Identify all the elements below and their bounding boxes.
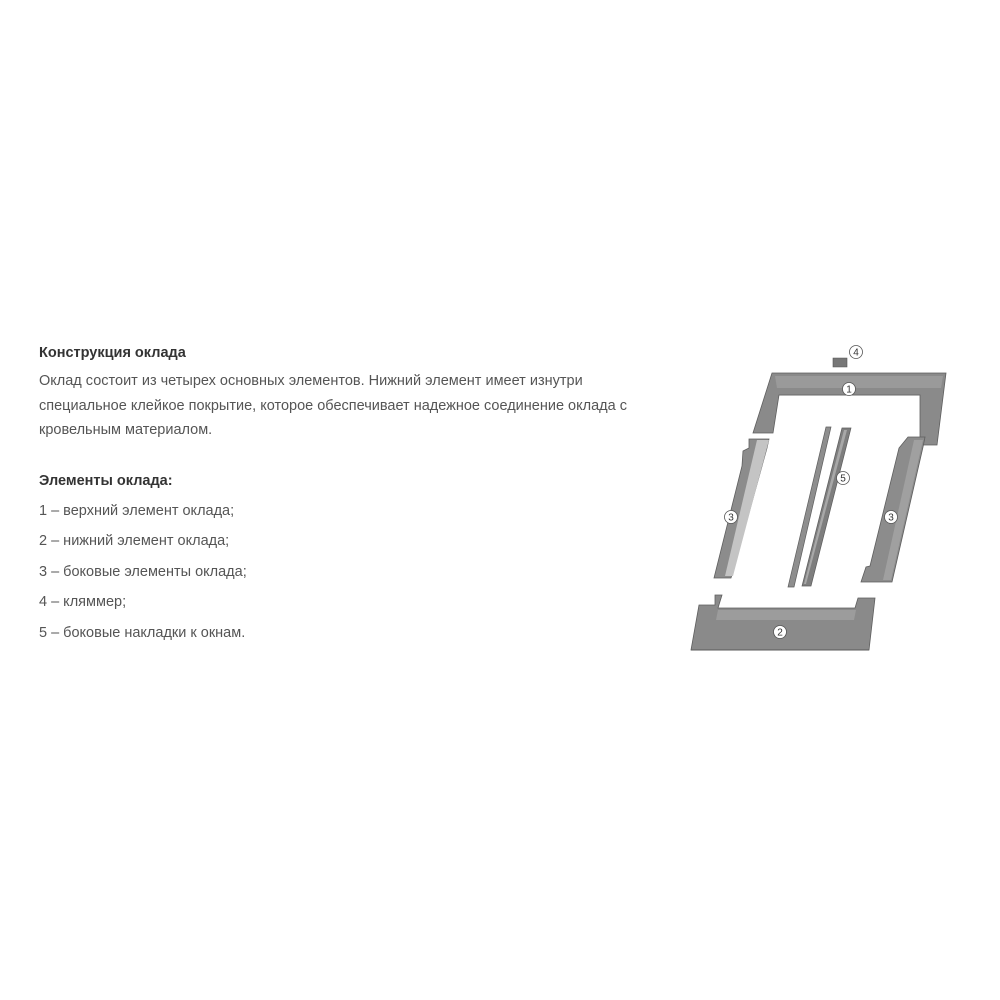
callout-label: 3 [728, 512, 734, 524]
elements-list [39, 501, 679, 654]
section-description [39, 369, 679, 443]
description-line: кровельным материалом. [39, 422, 213, 438]
callout-label: 4 [853, 347, 859, 359]
list-item: 1 – верхний элемент оклада; [39, 502, 235, 519]
bottom-element [691, 595, 875, 650]
description-line: специальное клейкое покрытие, которое обеспечивает надежное соединение оклада с [39, 397, 627, 414]
list-item: 3 – боковые элементы оклада; [39, 563, 247, 580]
flashing-diagram [685, 340, 955, 655]
list-item: 4 – кляммер; [39, 594, 127, 610]
callout-3-right [885, 511, 898, 524]
callout-3-left [725, 511, 738, 524]
list-item: 5 – боковые накладки к окнам. [39, 624, 246, 641]
callout-2 [774, 626, 787, 639]
callout-label: 1 [846, 384, 852, 396]
clamp-part [833, 358, 847, 367]
callout-1 [843, 383, 856, 396]
bottom-element-highlight [716, 610, 856, 620]
callout-label: 2 [777, 627, 783, 639]
section-title: Конструкция оклада [39, 345, 186, 361]
list-item: 2 – нижний элемент оклада; [39, 533, 230, 549]
text-block [39, 343, 679, 653]
callout-4 [850, 346, 863, 359]
elements-title: Элементы оклада: [39, 472, 173, 489]
callout-label: 5 [840, 473, 846, 485]
callout-5 [837, 472, 850, 485]
flashing-diagram-svg [685, 340, 955, 655]
top-element-highlight [775, 376, 943, 388]
callout-label: 3 [888, 512, 894, 524]
description-line: Оклад состоит из четырех основных элементов. Нижний элемент имеет изнутри [39, 373, 583, 389]
